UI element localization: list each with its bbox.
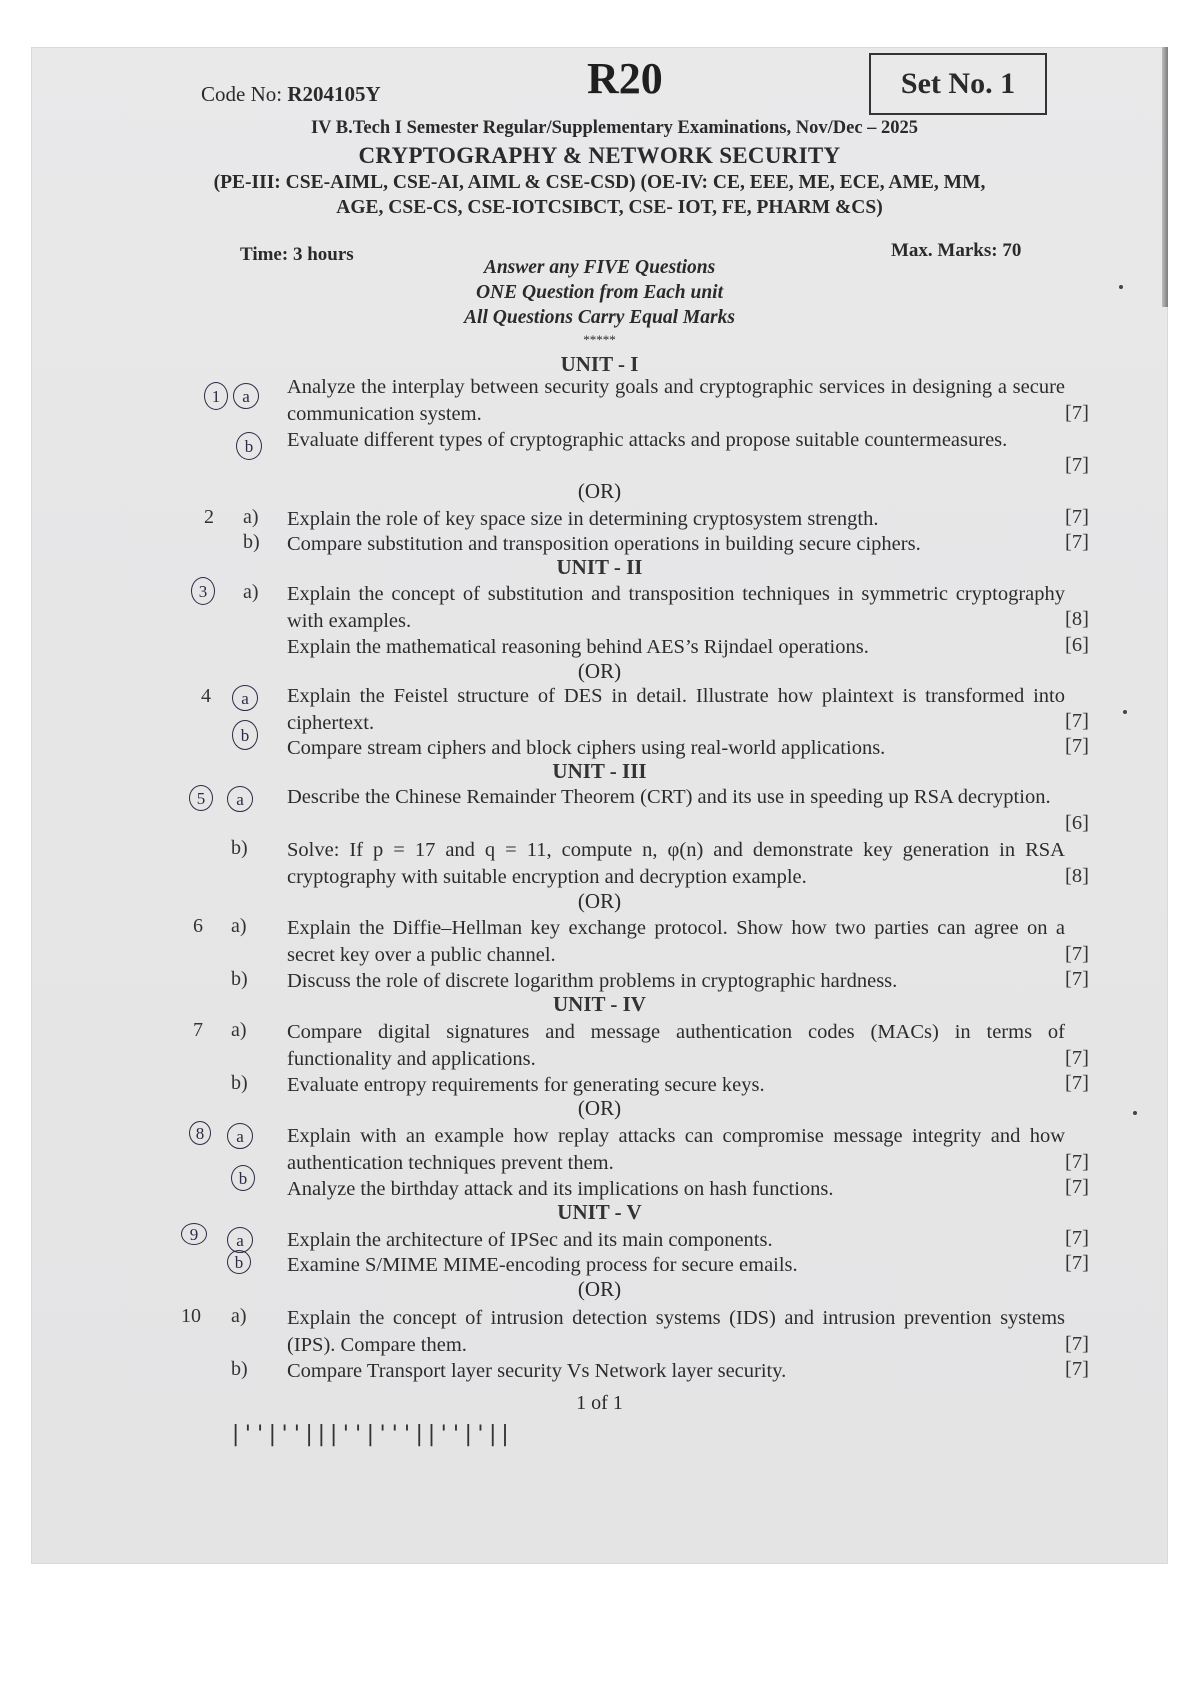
question-6a-text: Explain the Diffie–Hellman key exchange protocol. Show how two parties can agree on a secret key over a public channel. [287,917,1065,966]
question-9b-text: Examine S/MIME MIME-encoding process for secure emails. [287,1254,798,1276]
unit-1-heading: UNIT - I [560,352,639,376]
part-label: a) [243,506,259,528]
question-2b-marks: [7] [1065,531,1089,553]
question-number-circle: 9 [181,1223,207,1245]
regulation-label: R20 [587,54,663,103]
question-1b-marks: [7] [1065,454,1089,476]
question-8b-text: Analyze the birthday attack and its implications on hash functions. [287,1178,834,1200]
question-3a-marks: [8] [1065,608,1089,630]
question-5b-text: Solve: If p = 17 and q = 11, compute n, φ(n) and demonstrate key generation in RSA cryptography with suitable encryption and decryption example. [287,839,1065,888]
question-4b-text: Compare stream ciphers and block ciphers using real-world applications. [287,737,886,759]
question-number: 6 [193,915,203,937]
question-3b-text: Explain the mathematical reasoning behind AES’s Rijndael operations. [287,636,869,658]
instruction-stars: ***** [583,332,616,347]
question-6b-marks: [7] [1065,968,1089,990]
question-3b-marks: [6] [1065,634,1089,656]
question-7a-marks: [7] [1065,1047,1089,1069]
part-label: b) [231,1072,248,1094]
question-7b-text: Evaluate entropy requirements for generating secure keys. [287,1074,765,1096]
question-3a-text: Explain the concept of substitution and transposition techniques in symmetric cryptography with examples. [287,583,1065,632]
speck-mark [1123,710,1127,714]
unit-4-heading: UNIT - IV [553,992,646,1016]
or-separator: (OR) [577,1277,622,1301]
question-number-circle: 5 [189,785,213,811]
question-10a-text: Explain the concept of intrusion detection systems (IDS) and intrusion prevention systems (IPS). Compare them. [287,1307,1065,1356]
question-10b-marks: [7] [1065,1358,1089,1380]
max-marks: Max. Marks: 70 [891,240,1022,261]
question-9a-marks: [7] [1065,1227,1089,1249]
question-number: 7 [193,1019,203,1041]
speck-mark [1133,1111,1137,1115]
question-1a-text: Analyze the interplay between security goals and cryptographic services in designing a secure communication system. [287,376,1065,425]
question-8b-marks: [7] [1065,1176,1089,1198]
speck-mark [1119,285,1123,289]
question-9b-marks: [7] [1065,1252,1089,1274]
question-6a-marks: [7] [1065,943,1089,965]
question-4a-text: Explain the Feistel structure of DES in detail. Illustrate how plaintext is transformed into ciphertext. [287,685,1065,734]
part-label-circle: a [227,1227,253,1253]
part-label-circle: a [227,786,253,812]
unit-2-heading: UNIT - II [556,555,643,579]
or-separator: (OR) [577,889,622,913]
question-5a-text: Describe the Chinese Remainder Theorem (CRT) and its use in speeding up RSA decryption. [287,786,1051,808]
set-number-box: Set No. 1 [869,53,1047,115]
question-number-circle: 3 [191,577,215,605]
part-label-circle: a [233,383,259,409]
question-8a-text: Explain with an example how replay attacks can compromise message integrity and how authentication techniques prevent them. [287,1125,1065,1174]
part-label: b) [231,968,248,990]
question-1b-text: Evaluate different types of cryptographic attacks and propose suitable countermeasures. [287,429,1008,451]
part-label: b) [231,1358,248,1380]
question-4b-marks: [7] [1065,735,1089,757]
question-4a-marks: [7] [1065,710,1089,732]
part-label-circle: b [236,432,262,460]
question-5a-marks: [6] [1065,812,1089,834]
question-number: 2 [204,506,214,528]
subject-code: Code No: R204105Y [201,82,381,106]
subject-title: CRYPTOGRAPHY & NETWORK SECURITY [358,143,841,168]
part-label: b) [231,837,248,859]
question-9a-text: Explain the architecture of IPSec and its main components. [287,1229,773,1251]
part-label-circle: b [232,720,258,750]
part-label-circle: b [227,1250,251,1274]
question-number: 10 [181,1305,201,1327]
branches-line-1: (PE-III: CSE-AIML, CSE-AI, AIML & CSE-CSD) (OE-IV: CE, EEE, ME, ECE, AME, MM, [213,172,986,193]
question-2b-text: Compare substitution and transposition operations in building secure ciphers. [287,533,921,555]
branches-line-2: AGE, CSE-CS, CSE-IOTCSIBCT, CSE- IOT, FE, PHARM &CS) [336,197,883,218]
question-10b-text: Compare Transport layer security Vs Network layer security. [287,1360,787,1382]
barcode: |''|''|||''|'''||''|'|| [229,1422,511,1447]
question-1a-marks: [7] [1065,402,1089,424]
or-separator: (OR) [577,659,622,683]
page-number: 1 of 1 [576,1392,623,1414]
question-number-circle: 1 [204,382,228,410]
question-6b-text: Discuss the role of discrete logarithm problems in cryptographic hardness. [287,970,898,992]
or-separator: (OR) [577,1096,622,1120]
instruction-line-2: ONE Question from Each unit [475,282,724,303]
question-7b-marks: [7] [1065,1072,1089,1094]
or-separator: (OR) [577,479,622,503]
part-label: a) [231,1019,247,1041]
question-8a-marks: [7] [1065,1151,1089,1173]
part-label-circle: a [227,1123,253,1149]
part-label: b) [243,531,260,553]
unit-5-heading: UNIT - V [557,1200,642,1224]
part-label-circle: b [231,1165,255,1191]
exam-paper [31,47,1168,1564]
exam-title: IV B.Tech I Semester Regular/Supplementary Examinations, Nov/Dec – 2025 [310,118,919,138]
question-7a-text: Compare digital signatures and message authentication codes (MACs) in terms of functionality and applications. [287,1021,1065,1070]
part-label-circle: a [232,685,258,711]
instruction-line-3: All Questions Carry Equal Marks [464,307,735,328]
part-label: a) [243,581,259,603]
question-2a-marks: [7] [1065,506,1089,528]
question-5b-marks: [8] [1065,865,1089,887]
part-label: a) [231,1305,247,1327]
instruction-line-1: Answer any FIVE Questions [483,257,716,278]
question-10a-marks: [7] [1065,1333,1089,1355]
unit-3-heading: UNIT - III [552,759,647,783]
question-number: 4 [201,685,211,707]
part-label: a) [231,915,247,937]
exam-duration: Time: 3 hours [240,244,354,265]
question-number-circle: 8 [189,1121,211,1145]
question-2a-text: Explain the role of key space size in determining cryptosystem strength. [287,508,879,530]
